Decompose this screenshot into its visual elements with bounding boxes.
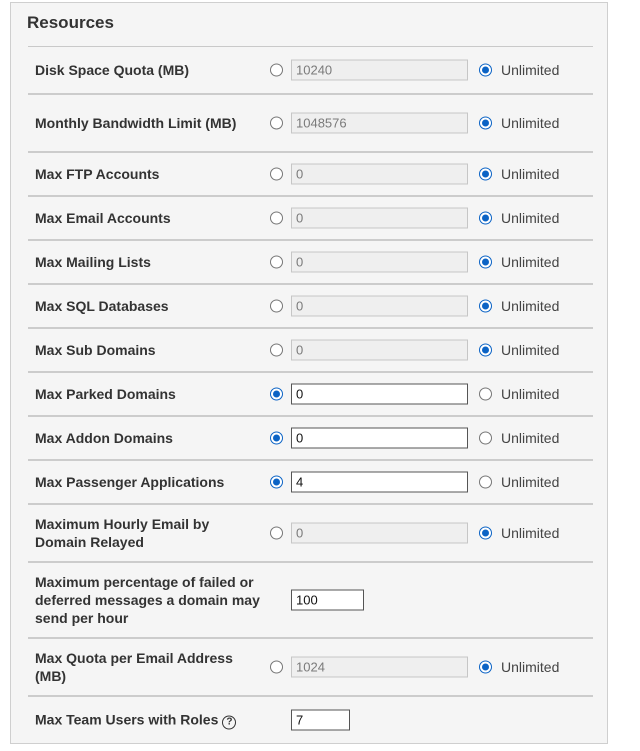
- max-addon-domains-input[interactable]: 0: [291, 428, 468, 449]
- max-mailing-lists-unlimited-label: Unlimited: [501, 254, 560, 270]
- disk-space-quota-limit-radio[interactable]: [270, 64, 283, 77]
- max-passenger-applications-label: Max Passenger Applications: [35, 474, 225, 490]
- monthly-bandwidth-unlimited-radio[interactable]: [479, 117, 492, 130]
- max-parked-domains-unlimited-radio[interactable]: [479, 388, 492, 401]
- max-sql-databases-label: Max SQL Databases: [35, 298, 169, 314]
- max-hourly-email-unlimited-label: Unlimited: [501, 525, 560, 541]
- max-quota-per-email-limit-radio[interactable]: [270, 661, 283, 674]
- resources-table: [28, 46, 593, 743]
- max-mailing-lists-limit-radio[interactable]: [270, 256, 283, 269]
- max-parked-domains-unlimited-label: Unlimited: [501, 386, 560, 402]
- max-passenger-applications-unlimited-label: Unlimited: [501, 474, 560, 490]
- max-email-accounts-unlimited-label: Unlimited: [501, 210, 560, 226]
- max-hourly-email-limit-radio[interactable]: [270, 527, 283, 540]
- max-sub-domains-input[interactable]: 0: [291, 340, 468, 361]
- max-addon-domains-label: Max Addon Domains: [35, 430, 173, 446]
- max-ftp-accounts-label: Max FTP Accounts: [35, 166, 160, 182]
- max-email-accounts-unlimited-radio[interactable]: [479, 212, 492, 225]
- row-max-quota-per-email: [28, 639, 593, 697]
- max-failed-deferred-percentage-input[interactable]: 100: [291, 590, 364, 611]
- max-email-accounts-input[interactable]: 0: [291, 208, 468, 229]
- max-hourly-email-input[interactable]: 0: [291, 523, 468, 544]
- max-sub-domains-label: Max Sub Domains: [35, 342, 156, 358]
- row-max-passenger-applications: [28, 461, 593, 505]
- max-ftp-accounts-input[interactable]: 0: [291, 164, 468, 185]
- row-max-email-accounts: [28, 197, 593, 241]
- max-ftp-accounts-unlimited-label: Unlimited: [501, 166, 560, 182]
- row-max-sub-domains: [28, 329, 593, 373]
- max-addon-domains-unlimited-radio[interactable]: [479, 432, 492, 445]
- max-sub-domains-limit-radio[interactable]: [270, 344, 283, 357]
- max-passenger-applications-unlimited-radio[interactable]: [479, 476, 492, 489]
- disk-space-quota-input[interactable]: 10240: [291, 60, 468, 81]
- max-addon-domains-limit-radio[interactable]: [270, 432, 283, 445]
- max-parked-domains-input[interactable]: 0: [291, 384, 468, 405]
- max-sql-databases-unlimited-label: Unlimited: [501, 298, 560, 314]
- max-sql-databases-input[interactable]: 0: [291, 296, 468, 317]
- max-quota-per-email-unlimited-label: Unlimited: [501, 659, 560, 675]
- help-circle-icon[interactable]: ?: [222, 716, 236, 730]
- max-mailing-lists-label: Max Mailing Lists: [35, 254, 151, 270]
- max-ftp-accounts-limit-radio[interactable]: [270, 168, 283, 181]
- max-quota-per-email-unlimited-radio[interactable]: [479, 661, 492, 674]
- row-max-mailing-lists: [28, 241, 593, 285]
- monthly-bandwidth-limit-radio[interactable]: [270, 117, 283, 130]
- monthly-bandwidth-input[interactable]: 1048576: [291, 113, 468, 134]
- row-disk-space-quota: [28, 47, 593, 95]
- max-email-accounts-label: Max Email Accounts: [35, 210, 171, 226]
- max-team-users-input[interactable]: 7: [291, 710, 350, 731]
- max-email-accounts-limit-radio[interactable]: [270, 212, 283, 225]
- max-ftp-accounts-unlimited-radio[interactable]: [479, 168, 492, 181]
- row-max-hourly-email-relayed: [28, 505, 593, 563]
- section-title: Resources: [27, 13, 114, 32]
- disk-space-quota-label: Disk Space Quota (MB): [35, 62, 190, 78]
- max-sub-domains-unlimited-label: Unlimited: [501, 342, 560, 358]
- max-parked-domains-limit-radio[interactable]: [270, 388, 283, 401]
- monthly-bandwidth-limit-label: Monthly Bandwidth Limit (MB): [35, 115, 237, 131]
- disk-space-quota-unlimited-radio[interactable]: [479, 64, 492, 77]
- monthly-bandwidth-unlimited-label: Unlimited: [501, 115, 560, 131]
- row-max-ftp-accounts: [28, 153, 593, 197]
- max-team-users-label: Max Team Users with Roles: [35, 711, 219, 728]
- max-addon-domains-unlimited-label: Unlimited: [501, 430, 560, 446]
- row-max-failed-deferred-percentage: [28, 563, 593, 639]
- row-max-addon-domains: [28, 417, 593, 461]
- max-failed-deferred-percentage-label: Maximum percentage of failed or deferred messages a domain may send per hour: [35, 574, 260, 626]
- row-monthly-bandwidth-limit: [28, 95, 593, 153]
- max-team-users-label-wrap: [35, 711, 260, 730]
- max-parked-domains-label: Max Parked Domains: [35, 386, 176, 402]
- max-sql-databases-unlimited-radio[interactable]: [479, 300, 492, 313]
- row-max-team-users: [28, 697, 593, 743]
- max-passenger-applications-limit-radio[interactable]: [270, 476, 283, 489]
- max-quota-per-email-input[interactable]: 1024: [291, 657, 468, 678]
- max-hourly-email-relayed-label: Maximum Hourly Email by Domain Relayed: [35, 516, 210, 550]
- max-mailing-lists-input[interactable]: 0: [291, 252, 468, 273]
- max-sql-databases-limit-radio[interactable]: [270, 300, 283, 313]
- max-hourly-email-unlimited-radio[interactable]: [479, 527, 492, 540]
- max-mailing-lists-unlimited-radio[interactable]: [479, 256, 492, 269]
- max-quota-per-email-label: Max Quota per Email Address (MB): [35, 650, 233, 684]
- resources-panel: [10, 2, 608, 744]
- row-max-sql-databases: [28, 285, 593, 329]
- max-sub-domains-unlimited-radio[interactable]: [479, 344, 492, 357]
- row-max-parked-domains: [28, 373, 593, 417]
- max-passenger-applications-input[interactable]: 4: [291, 472, 468, 493]
- disk-space-quota-unlimited-label: Unlimited: [501, 62, 560, 78]
